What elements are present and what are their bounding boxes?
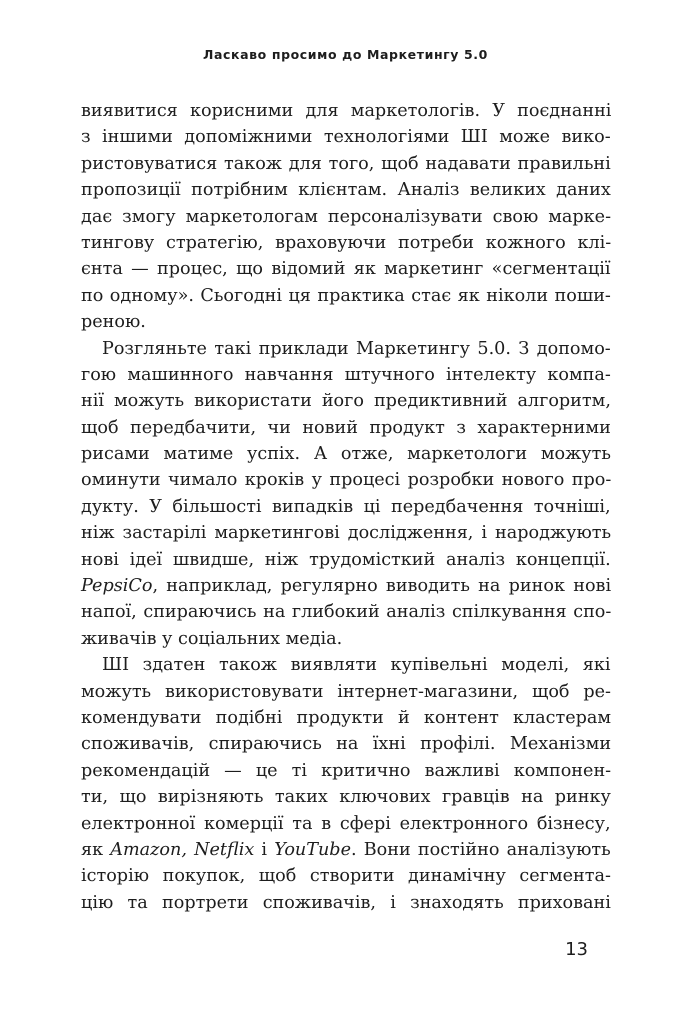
company-name-pepsico: PepsiCo xyxy=(81,576,153,597)
text-line: ти, що вирізняють таких ключових гравців на ринку xyxy=(81,787,611,808)
text-line: оминути чимало кроків у процесі розробки нового про- xyxy=(81,470,612,491)
text-line: комендувати подібні продукти й контент кластерам xyxy=(81,707,612,728)
text-line: цію та портрети споживачів, і знаходять приховані xyxy=(81,892,611,913)
company-name-youtube: YouTube xyxy=(274,839,351,860)
text-line: реною. xyxy=(81,312,146,333)
text-line: історію покупок, щоб створити динамічну сегмента- xyxy=(81,866,611,887)
text-fragment: , наприклад, регулярно виводить на ринок нові xyxy=(152,576,612,597)
text-line: тингову стратегію, враховуючи потреби кожного клі- xyxy=(81,232,612,253)
text-line: дукту. У більшості випадків ці передбачення точніші, xyxy=(81,496,611,517)
company-names-amazon-netflix: Amazon, Netflix xyxy=(110,839,255,860)
text-line: електронної комерції та в сфері електронного бізнесу, xyxy=(81,813,611,834)
text-line: ніж застарілі маркетингові дослідження, і народжують xyxy=(81,523,612,544)
text-line: живачів у соціальних медіа. xyxy=(81,628,343,649)
text-line xyxy=(81,837,611,863)
text-fragment: . Вони постійно аналізують xyxy=(350,839,611,860)
text-fragment: як xyxy=(81,839,111,860)
text-line: щоб передбачити, чи новий продукт з характерними xyxy=(81,417,611,438)
text-line: нові ідеї швидше, ніж трудомісткий аналіз концепції. xyxy=(81,549,611,570)
text-line: напої, спираючись на глибокий аналіз спілкування спо- xyxy=(81,602,612,623)
text-line: пропозиції потрібним клієнтам. Аналіз великих даних xyxy=(81,180,611,201)
text-fragment: і xyxy=(254,839,275,860)
text-line: Розгляньте такі приклади Маркетингу 5.0. З допомо- xyxy=(102,338,611,359)
text-line: нії можуть використати його предиктивний алгоритм, xyxy=(81,391,611,412)
text-line: можуть використовувати інтернет-магазини, щоб ре- xyxy=(81,681,611,702)
text-line: споживачів, спираючись на їхні профілі. Механізми xyxy=(81,734,612,755)
running-header: Ласкаво просимо до Маркетингу 5.0 xyxy=(203,47,488,62)
text-line: рисами матиме успіх. А отже, маркетологи можуть xyxy=(81,444,611,465)
text-line: виявитися корисними для маркетологів. У поєднанні xyxy=(81,101,612,121)
body-text xyxy=(81,98,611,916)
text-line: ристовуватися також для того, щоб надавати правильні xyxy=(81,153,611,174)
text-line: з іншими допоміжними технологіями ШІ може вико- xyxy=(81,127,611,148)
text-line: рекомендацій — це ті критично важливі компонен- xyxy=(81,760,612,781)
text-line: дає змогу маркетологам персоналізувати свою марке- xyxy=(81,206,612,227)
text-line: гою машинного навчання штучного інтелекту компа- xyxy=(81,364,611,385)
text-line xyxy=(81,573,611,599)
text-line: ШІ здатен також виявляти купівельні моделі, які xyxy=(102,655,611,676)
text-line: по одному». Сьогодні ця практика стає як ніколи поши- xyxy=(81,285,611,306)
text-line: єнта — процес, що відомий як маркетинг «сегментації xyxy=(81,259,611,280)
page-number: 13 xyxy=(565,939,588,960)
